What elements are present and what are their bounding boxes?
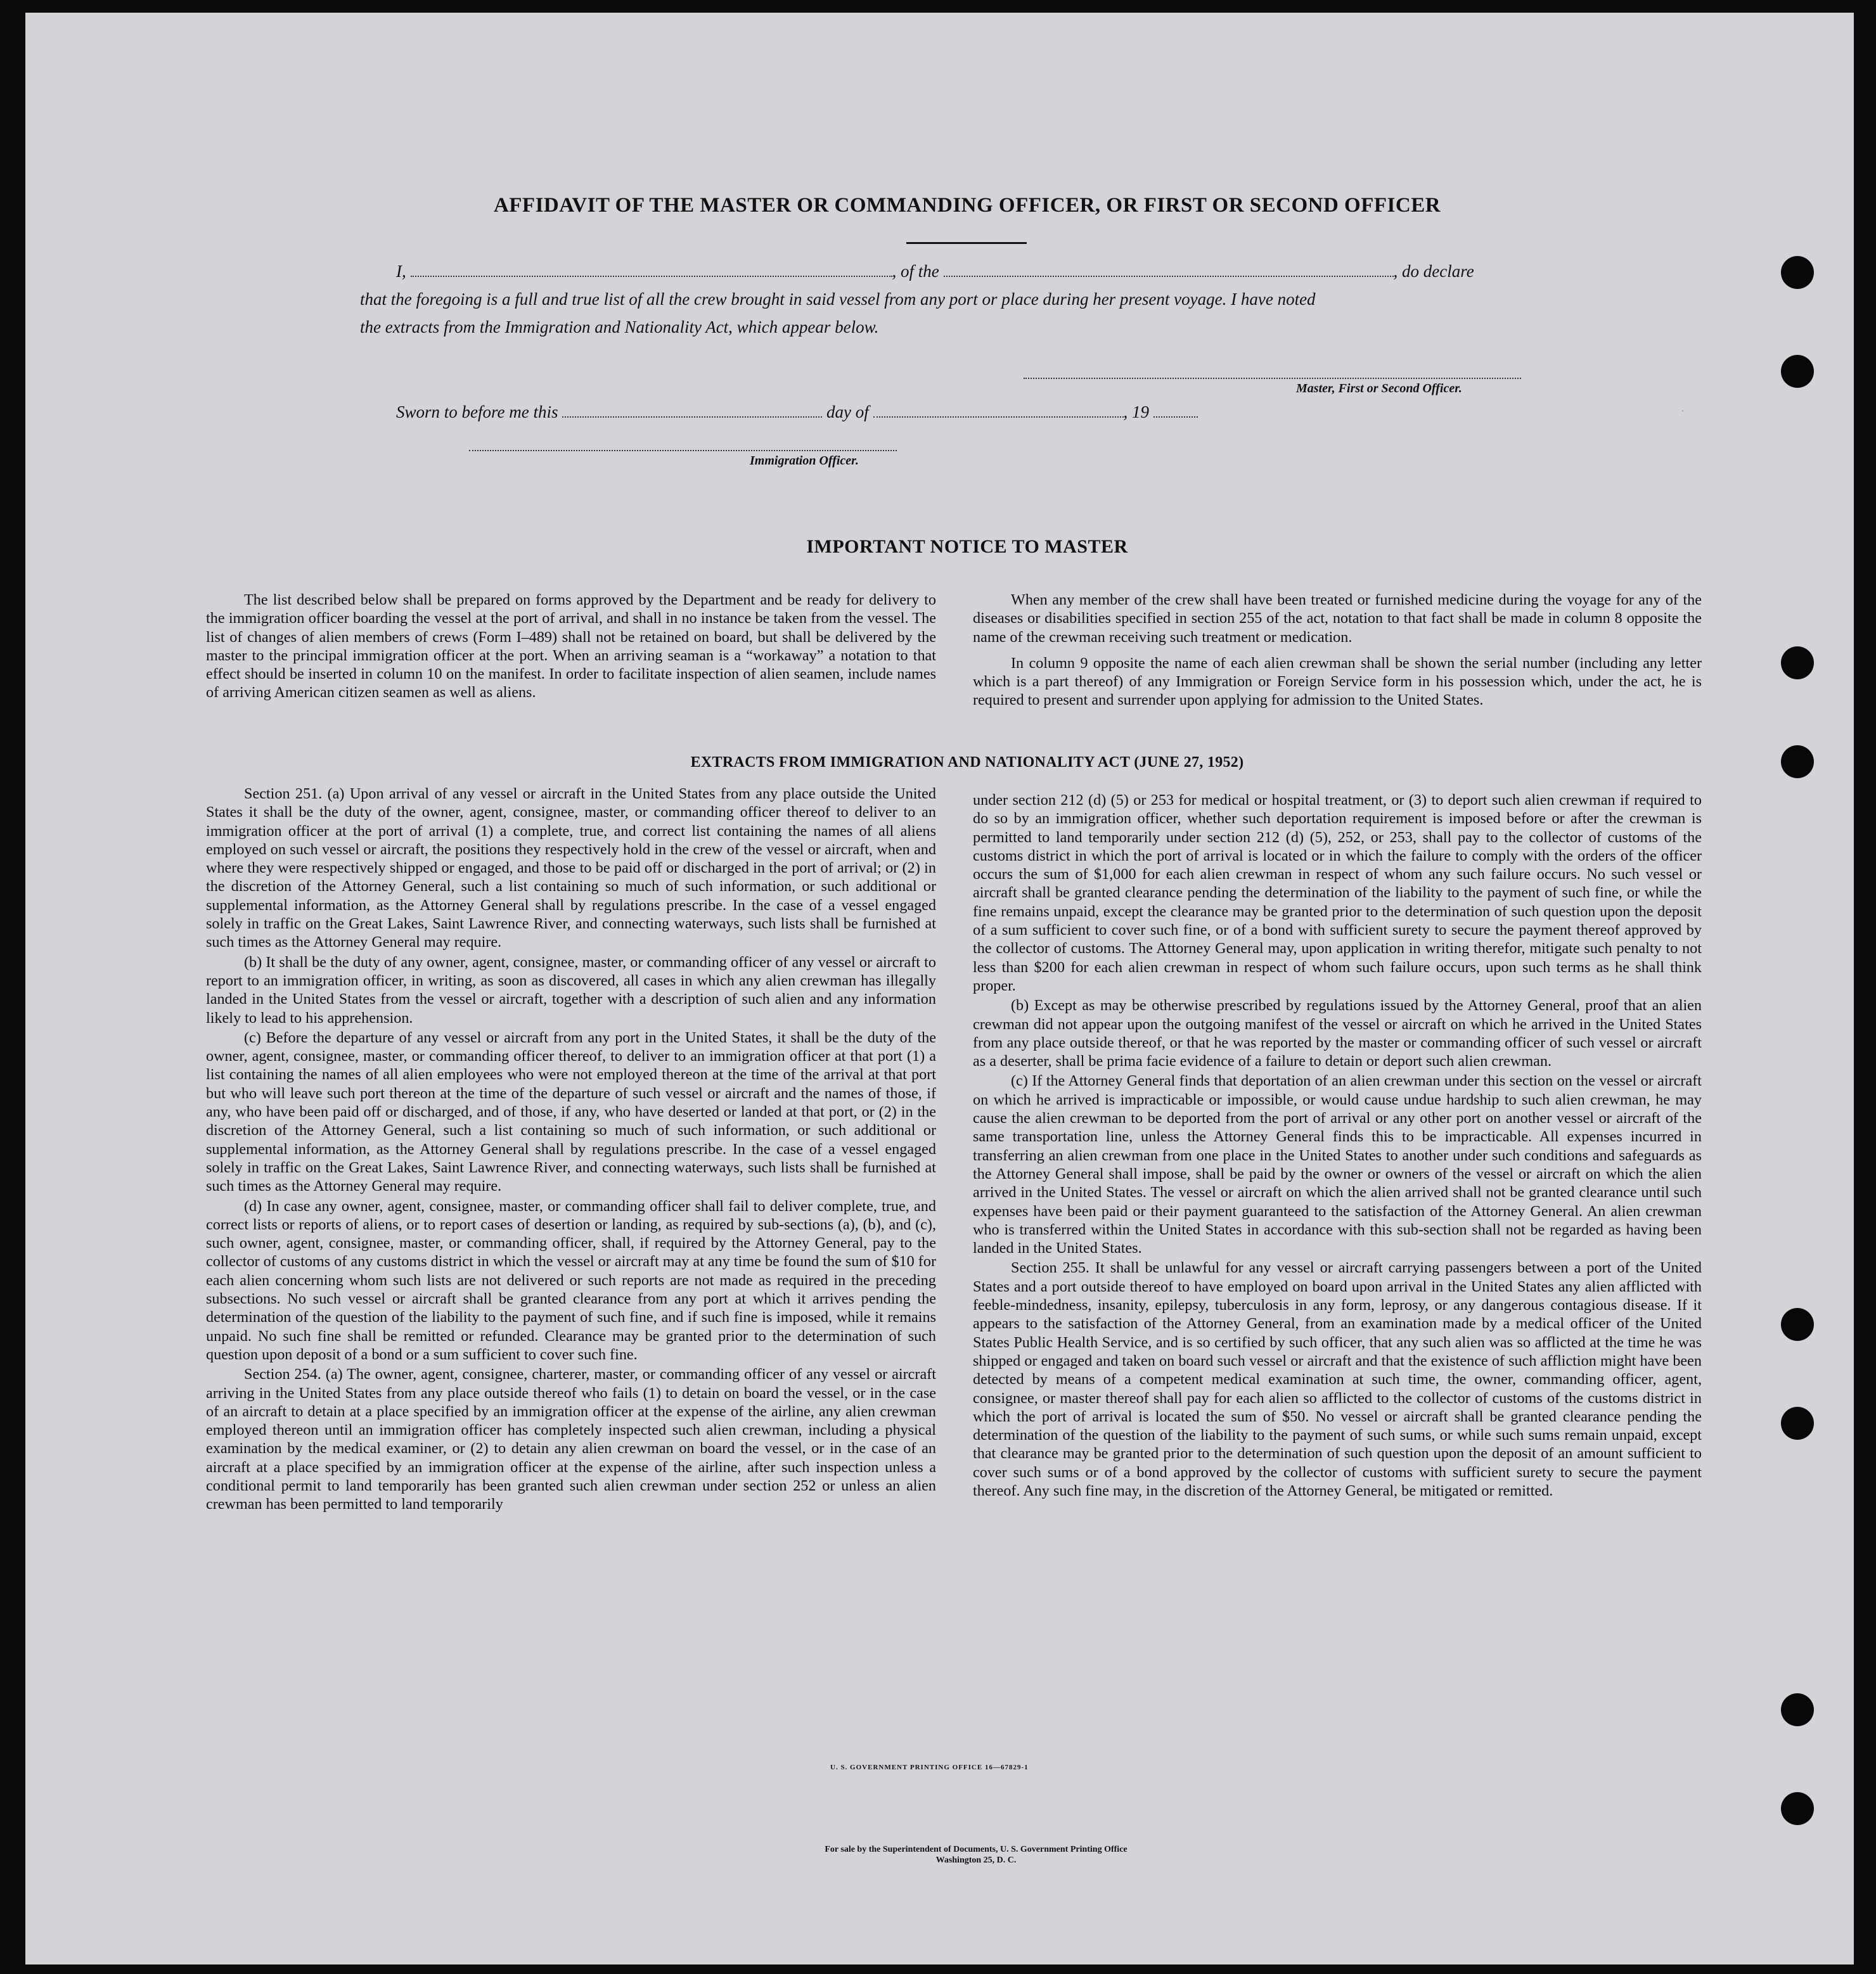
notice-right-column xyxy=(973,591,1702,711)
punch-hole xyxy=(1781,745,1814,778)
master-signature-line[interactable] xyxy=(1024,378,1521,379)
day-of-label: day of xyxy=(826,402,869,421)
section-251-a: Section 251. (a) Upon arrival of any vessel or aircraft in the United States from any place outside the United States it shall be the duty of the owner, agent, consignee, master, or commanding officer thereof to deliver to an immigration officer at the port of arrival (1) a complete, true, and correct list containing the names of all aliens employed on such vessel or aircraft, the positions they respectively hold in the crew of the vessel or aircraft, when and where they were respectively shipped or engaged, and those to be paid off or discharged in the port of arrival; or (2) in the discretion of the Attorney General, such a list containing so much of such information, or such additional or supplemental information, as the Attorney General shall by regulations prescribe. In the case of a vessel engaged solely in traffic on the Great Lakes, Saint Lawrence River, and connecting waterways, such lists shall be furnished at such times as the Attorney General may require. xyxy=(206,785,936,951)
name-field[interactable] xyxy=(411,262,892,277)
notice-left-column xyxy=(206,591,936,703)
section-251-b: (b) It shall be the duty of any owner, agent, consignee, master, or commanding officer of any vessel or aircraft to report to an immigration officer, in writing, as soon as discovered, all cases in which any alien crewman has illegally landed in the United States from the vessel or aircraft, together with a description of such alien and any information likely to lead to his apprehension. xyxy=(206,953,936,1027)
bleed-through: · xyxy=(1680,406,1686,418)
master-caption: Master, First or Second Officer. xyxy=(1296,381,1462,395)
sworn-line xyxy=(396,398,1347,426)
year-label: , 19 xyxy=(1123,402,1149,421)
notice-right-paragraph-2: In column 9 opposite the name of each alien crewman shall be shown the serial number (including any letter which is a part thereof) of any Immigration or Foreign Service form in his possession which, under the act, he is required to present and surrender upon applying for admission to the United States. xyxy=(973,654,1702,709)
section-255: Section 255. It shall be unlawful for any vessel or aircraft carrying passengers between a port of the United States and a port outside thereof to have employed on board upon arrival in the United States any alien afflicted with feeble-mindedness, insanity, epilepsy, tuberculosis in any form, leprosy, or any dangerous contagious disease. If it appears to the satisfaction of the Attorney General, from an examination made by a medical officer of the United States Public Health Service, and is so certified by such officer, that any such alien was so afflicted at the time he was shipped or engaged and taken on board such vessel or aircraft and that the existence of such affliction might have been detected by means of a competent medical examination at such time, the owner, commanding officer, agent, consignee, or master thereof shall pay for each alien so afflicted to the collector of customs of the customs district in which the port of arrival is located the sum of $50. No vessel or aircraft shall be granted clearance pending the determination of the question of the liability to the payment of such sums, or while such sums remain unpaid, except that clearance may be granted prior to the determination of such question upon the deposit of an amount sufficient to cover such sums or of a bond approved by the collector of customs with sufficient surety to secure the payment thereof. Any such fine may, in the discretion of the Attorney General, be mitigated or remitted. xyxy=(973,1259,1702,1499)
section-254-a: Section 254. (a) The owner, agent, consignee, charterer, master, or commanding officer of any vessel or aircraft arriving in the United States from any place outside thereof who fails (1) to detain on board the vessel, or in the case of an aircraft to detain at a place specified by an immigration officer at the expense of the airline, any alien crewman employed thereon until an immigration officer has completely inspected such alien crewman, including a physical examination by the medical examiner, or (2) to detain any alien crewman on board the vessel, or in the case of an aircraft at a place specified by an immigration officer at the expense of the airline, after such inspection unless a conditional permit to land temporarily has been granted such alien crewman under section 252 or unless an alien crewman has been permitted to land temporarily xyxy=(206,1366,936,1513)
immigration-caption: Immigration Officer. xyxy=(750,454,859,468)
punch-hole xyxy=(1781,1693,1814,1726)
i-label: I, xyxy=(396,262,406,281)
sworn-year-field[interactable] xyxy=(1153,402,1198,418)
affidavit-line-1 xyxy=(396,257,1556,285)
section-254-a-cont: under section 212 (d) (5) or 253 for medical or hospital treatment, or (3) to deport such alien crewman if required to do so by an immigration officer, whether such deportation requirement is imposed before or after the crewman is permitted to land temporarily under section 212 (d) (5), 252, or 253, shall pay to the collector of customs of the customs district in which the port of arrival is located or in which the failure to comply with the orders of the officer occurs the sum of $1,000 for each alien crewman in respect of whom any such failure occurs. No such vessel or aircraft shall be granted clearance pending the determination of the liability to the payment of such fine, or while the fine remains unpaid, except the clearance may be granted prior to the determination of such question upon the deposit of a sum sufficient to cover such fine, or of a bond with sufficient surety to secure the payment thereof approved by the collector of customs. The Attorney General may, upon application in writing therefor, mitigate such penalty to not less than $200 for each alien crewman in respect of whom such failure occurs, upon such terms as he shall think proper. xyxy=(973,792,1702,994)
immigration-signature-line[interactable] xyxy=(469,450,897,451)
title-rule xyxy=(906,242,1027,244)
sale-footer xyxy=(659,1844,1293,1866)
punch-hole xyxy=(1781,355,1814,388)
punch-hole xyxy=(1781,1792,1814,1825)
punch-hole xyxy=(1781,1308,1814,1341)
section-251-d: (d) In case any owner, agent, consignee, master, or commanding officer shall fail to deliver complete, true, and correct lists or reports of aliens, or to report cases of desertion or landing, as required by sub-sections (a), (b), and (c), such owner, agent, consignee, master, or commanding officer, shall, if required by the Attorney General, pay to the collector of customs of any customs district in which the vessel or aircraft may at any time be found the sum of $10 for each alien concerning whom such lists are not delivered or such reports are not made as required in the preceding subsections. No such vessel or aircraft shall be granted clearance from any port at which it arrives pending the determination of the question of the liability to the payment of such fine, and if such fine is imposed, while it remains unpaid. No such fine shall be remitted or refunded. Clearance may be granted prior to the determination of such question upon deposit of a bond or a sum sufficient to cover such fine. xyxy=(206,1197,936,1363)
printer-line: U. S. GOVERNMENT PRINTING OFFICE 16—67829-1 xyxy=(830,1764,1029,1771)
punch-hole xyxy=(1781,646,1814,679)
affidavit-title: AFFIDAVIT OF THE MASTER OR COMMANDING OFFICER, OR FIRST OR SECOND OFFICER xyxy=(493,194,1441,217)
extracts-title: EXTRACTS FROM IMMIGRATION AND NATIONALITY ACT (JUNE 27, 1952) xyxy=(690,754,1244,771)
of-the-label: , of the xyxy=(892,262,939,281)
section-254-c: (c) If the Attorney General finds that deportation of an alien crewman under this section on the vessel or aircraft on which he arrived is impracticable or impossible, or would cause undue hardship to such alien crewman, he may cause the alien crewman to be deported from the port of arrival or any other port on another vessel or aircraft of the same transportation line, unless the Attorney General finds this to be impracticable. All expenses incurred in transferring an alien crewman from one place in the United States to another under such conditions and safeguards as the Attorney General shall impose, shall be paid by the owner or owners of the vessel or aircraft on which the alien arrived in the United States. The vessel or aircraft on which the alien arrived shall not be granted clearance until such expenses have been paid or their payment guaranteed to the satisfaction of the Attorney General. An alien crewman who is transferred within the United States in accordance with this sub-section shall not be regarded as having been landed in the United States. xyxy=(973,1072,1702,1257)
do-declare-label: , do declare xyxy=(1393,262,1474,281)
vessel-field[interactable] xyxy=(944,262,1394,277)
footer-line-2: Washington 25, D. C. xyxy=(935,1855,1017,1865)
footer-line-1: For sale by the Superintendent of Documents, U. S. Government Printing Office xyxy=(825,1845,1128,1854)
punch-hole xyxy=(1781,1407,1814,1440)
section-251-c: (c) Before the departure of any vessel or aircraft from any port in the United States, it shall be the duty of the owner, agent, consignee, master, or commanding officer thereof, to deliver to an immigration officer at that port (1) a list containing the names of all alien employees who were not employed thereon at the time of the arrival at that port but who will leave such port thereon at the time of the departure of such vessel or aircraft and the names of those, if any, who have been paid off or discharged, and of those, if any, who have deserted or landed at that port, or (2) in the discretion of the Attorney General, such a list containing so much of such information, or such additional or supplemental information, as the Attorney General shall by regulations prescribe. In the case of a vessel engaged solely in traffic on the Great Lakes, Saint Lawrence River, and connecting waterways, such lists shall be furnished at such times as the Attorney General may require. xyxy=(206,1029,936,1195)
sworn-label: Sworn to before me this xyxy=(396,402,558,421)
notice-title: IMPORTANT NOTICE TO MASTER xyxy=(806,536,1128,557)
punch-hole xyxy=(1781,256,1814,289)
extracts-right-column xyxy=(973,791,1702,1501)
section-254-b: (b) Except as may be otherwise prescribed by regulations issued by the Attorney General, proof that an alien crewman did not appear upon the outgoing manifest of the vessel or aircraft on which he arrived in the United States from any place outside thereof, or that he was reported by the master or commanding officer of such vessel or aircraft as a deserter, shall be prima facie evidence of a failure to detain or deport such alien crewman. xyxy=(973,997,1702,1070)
extracts-left-column xyxy=(206,785,936,1515)
affidavit-line-2: that the foregoing is a full and true list of all the crew brought in said vessel from any port or place during her present voyage. I have noted xyxy=(360,290,1316,309)
sworn-month-field[interactable] xyxy=(873,402,1124,418)
notice-right-paragraph-1: When any member of the crew shall have been treated or furnished medicine during the voyage for any of the diseases or disabilities specified in section 255 of the act, notation to that fact shall be made in column 8 opposite the name of the crewman receiving such treatment or medication. xyxy=(973,591,1702,646)
sworn-day-field[interactable] xyxy=(562,402,822,418)
affidavit-line-3: the extracts from the Immigration and Nationality Act, which appear below. xyxy=(360,317,879,336)
notice-left-paragraph: The list described below shall be prepared on forms approved by the Department and be ready for delivery to the immigration officer boarding the vessel at the port of arrival, and shall in no instance be taken from the vessel. The list of changes of alien members of crews (Form I–489) shall not be retained on board, but shall be delivered by the master to the principal immigration officer at the port. When an arriving seaman is a “workaway” a notation to that effect should be inserted in column 10 on the manifest. In order to facilitate inspection of alien seamen, include names of arriving American citizen seamen as well as aliens. xyxy=(206,591,936,702)
document-page xyxy=(25,13,1854,1964)
